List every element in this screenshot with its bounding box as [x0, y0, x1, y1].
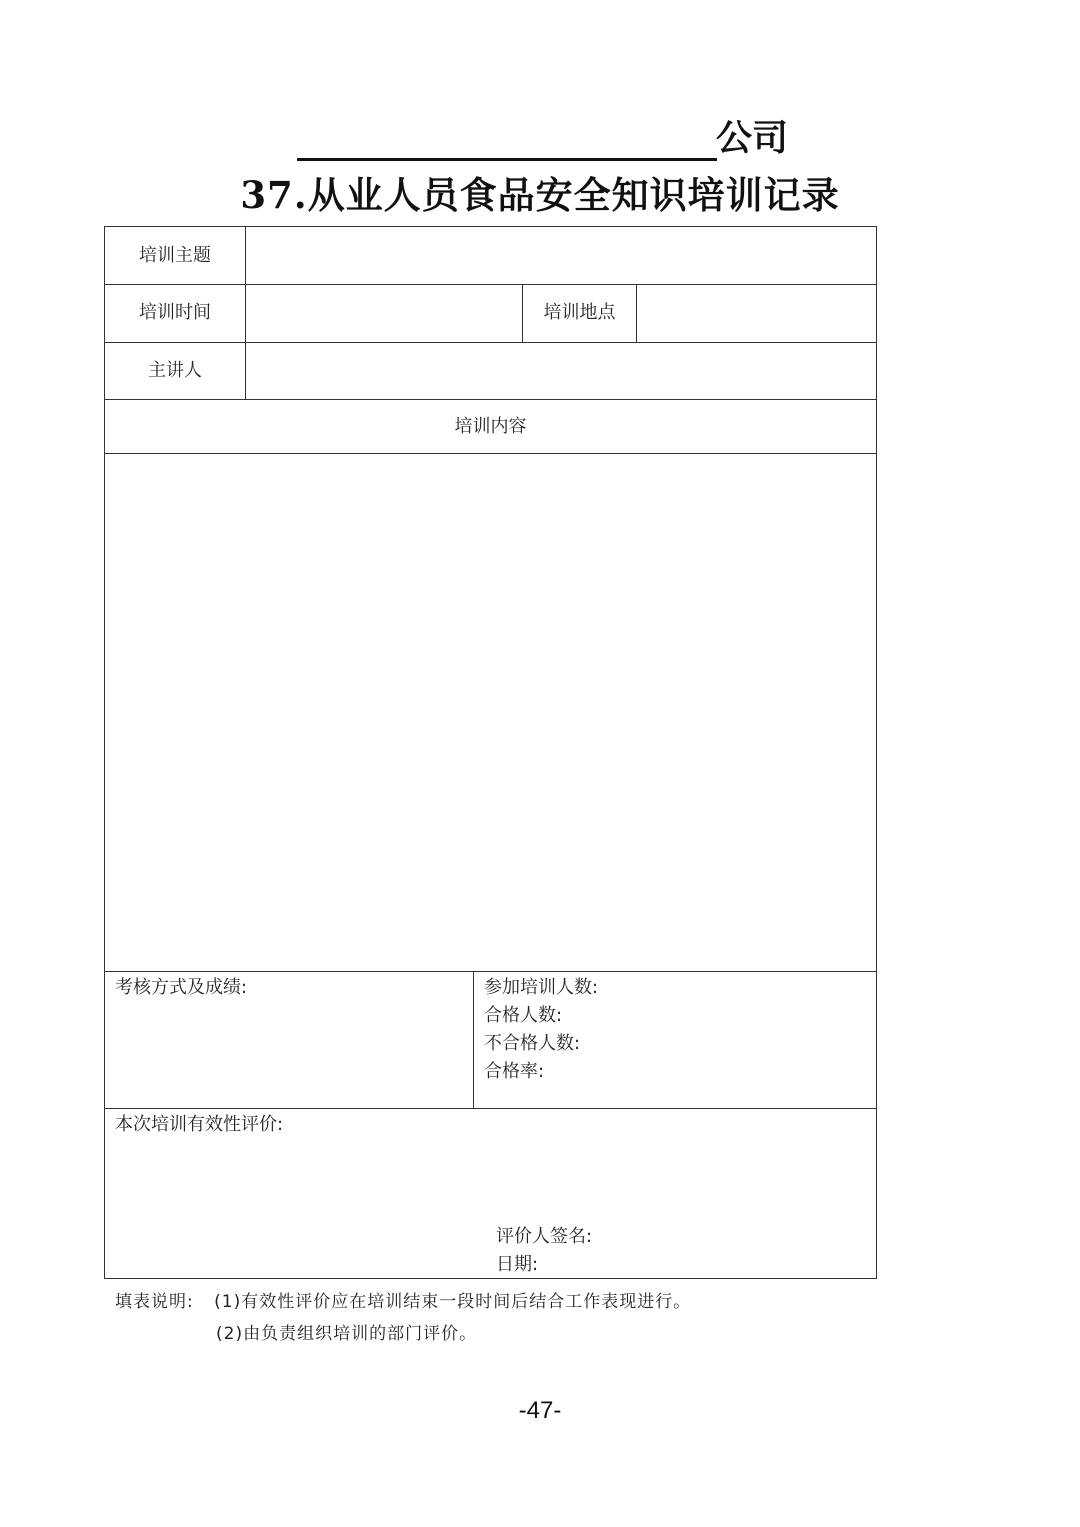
assessment-label: 考核方式及成绩: [115, 977, 248, 998]
page-title: 37.从业人员食品安全知识培训记录 [240, 173, 840, 217]
content-field[interactable] [105, 454, 876, 971]
training-record-form [104, 226, 877, 1279]
speaker-label: 主讲人 [148, 360, 202, 381]
topic-label: 培训主题 [139, 245, 211, 266]
instructions-prefix: 填表说明: [115, 1292, 194, 1312]
effectiveness-field[interactable] [105, 1109, 876, 1278]
divider [105, 399, 876, 400]
location-label: 培训地点 [543, 302, 616, 323]
instruction-2: (2)由负责组织培训的部门评价。 [216, 1324, 478, 1344]
divider [473, 971, 474, 1108]
location-field[interactable] [637, 285, 877, 342]
evaluation-date-label: 日期: [496, 1254, 539, 1275]
company-suffix: 公司 [716, 117, 789, 159]
instruction-1: (1)有效性评价应在培训结束一段时间后结合工作表现进行。 [214, 1292, 692, 1312]
page-number: -47- [518, 1397, 562, 1424]
effectiveness-label: 本次培训有效性评价: [115, 1114, 284, 1135]
participants-label: 参加培训人数: [484, 977, 599, 998]
failed-label: 不合格人数: [484, 1033, 581, 1054]
time-label: 培训时间 [139, 302, 211, 323]
topic-field[interactable] [246, 227, 877, 284]
content-label: 培训内容 [454, 416, 527, 437]
evaluator-signature-label: 评价人签名: [496, 1226, 593, 1247]
assessment-field[interactable] [105, 972, 473, 1108]
passed-label: 合格人数: [484, 1005, 563, 1026]
form-instructions [115, 1286, 691, 1350]
time-field[interactable] [246, 285, 522, 342]
pass-rate-label: 合格率: [484, 1061, 545, 1082]
speaker-field[interactable] [246, 343, 877, 399]
company-name-blank[interactable] [297, 118, 717, 161]
